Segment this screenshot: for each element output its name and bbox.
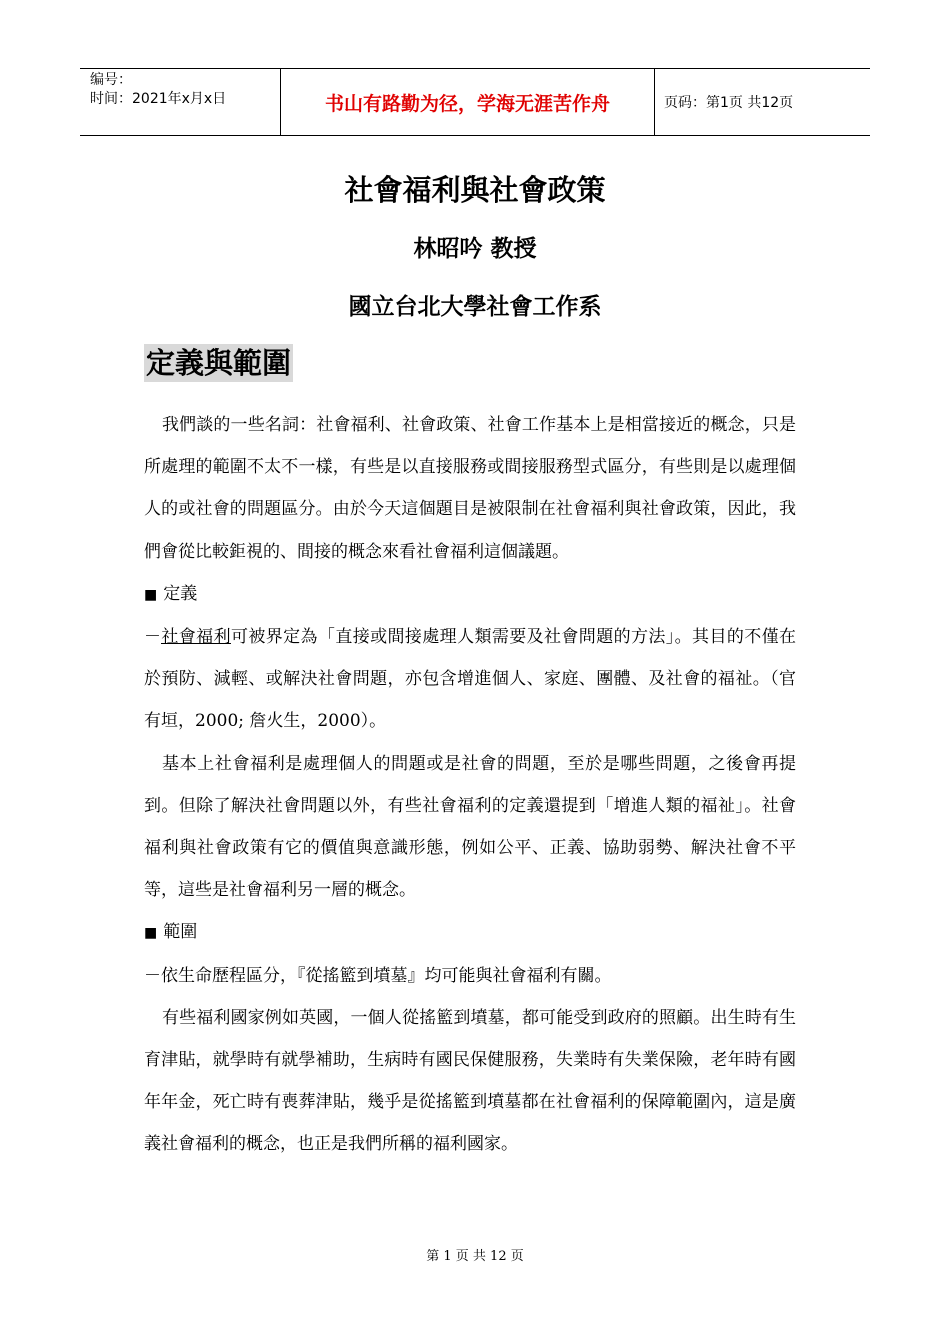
document-date: 时间：2021年x月x日 (90, 91, 227, 107)
definition-paragraph (144, 616, 796, 743)
bullet-heading (144, 573, 796, 616)
definition-text: 可被界定為「直接或間接處理人類需要及社會問題的方法」。其目的不僅在於預防、減輕、或解決社會問題，亦包含增進個人、家庭、團體、及社會的福祉。（官有垣，2000; 詹火生，2000）。 (144, 627, 797, 732)
bullet-label: 定義 (163, 583, 198, 604)
bullet-heading (144, 911, 796, 954)
body-text (144, 404, 796, 1166)
header-page-info: 页码：第1页 共12页 (664, 95, 794, 111)
scope-line: －依生命歷程區分，『從搖籃到墳墓』均可能與社會福利有關。 (144, 965, 612, 986)
paragraph: 有些福利國家例如英國，一個人從搖籃到墳墓，都可能受到政府的照顧。出生時有生育津貼，就學時有就學補助，生病時有國民保健服務，失業時有失業保險，老年時有國年年金，死亡時有喪葬津貼，幾乎是從搖籃到墳墓都在社會福利的保障範圍內，這是廣義社會福利的概念，也正是我們所稱的福利國家。 (144, 1007, 796, 1155)
section-heading: 定義與範圍 (146, 346, 292, 380)
square-bullet-icon: ■ (144, 586, 158, 603)
affiliation: 國立台北大學社會工作系 (348, 293, 602, 320)
underlined-term: 社會福利 (161, 627, 231, 648)
square-bullet-icon: ■ (144, 925, 158, 942)
paragraph: 基本上社會福利是處理個人的問題或是社會的問題，至於是哪些問題，之後會再提到。但除了解決社會問題以外，有些社會福利的定義還提到「增進人類的福祉」。社會福利與社會政策有它的價值與意識形態，例如公平、正義、協助弱勢、解決社會不平等，這些是社會福利另一層的概念。 (144, 753, 796, 901)
header-divider (654, 69, 655, 135)
paragraph: 我們談的一些名詞：社會福利、社會政策、社會工作基本上是相當接近的概念，只是所處理的範圍不太不一樣，有些是以直接服務或間接服務型式區分，有些則是以處理個人的或社會的問題區分。由於今天這個題目是被限制在社會福利與社會政策，因此，我們會從比較鉅視的、間接的概念來看社會福利這個議題。 (144, 415, 796, 562)
header-motto: 书山有路勤为径，学海无涯苦作舟 (324, 92, 610, 115)
page-header (80, 68, 870, 136)
document-number-label: 编号： (90, 72, 132, 88)
header-meta (90, 71, 226, 109)
dash: － (144, 627, 161, 648)
author: 林昭吟 教授 (413, 235, 537, 262)
page-footer: 第 1 页 共 12 页 (426, 1249, 524, 1264)
document-title: 社會福利與社會政策 (344, 173, 606, 207)
bullet-label: 範圍 (163, 922, 198, 943)
